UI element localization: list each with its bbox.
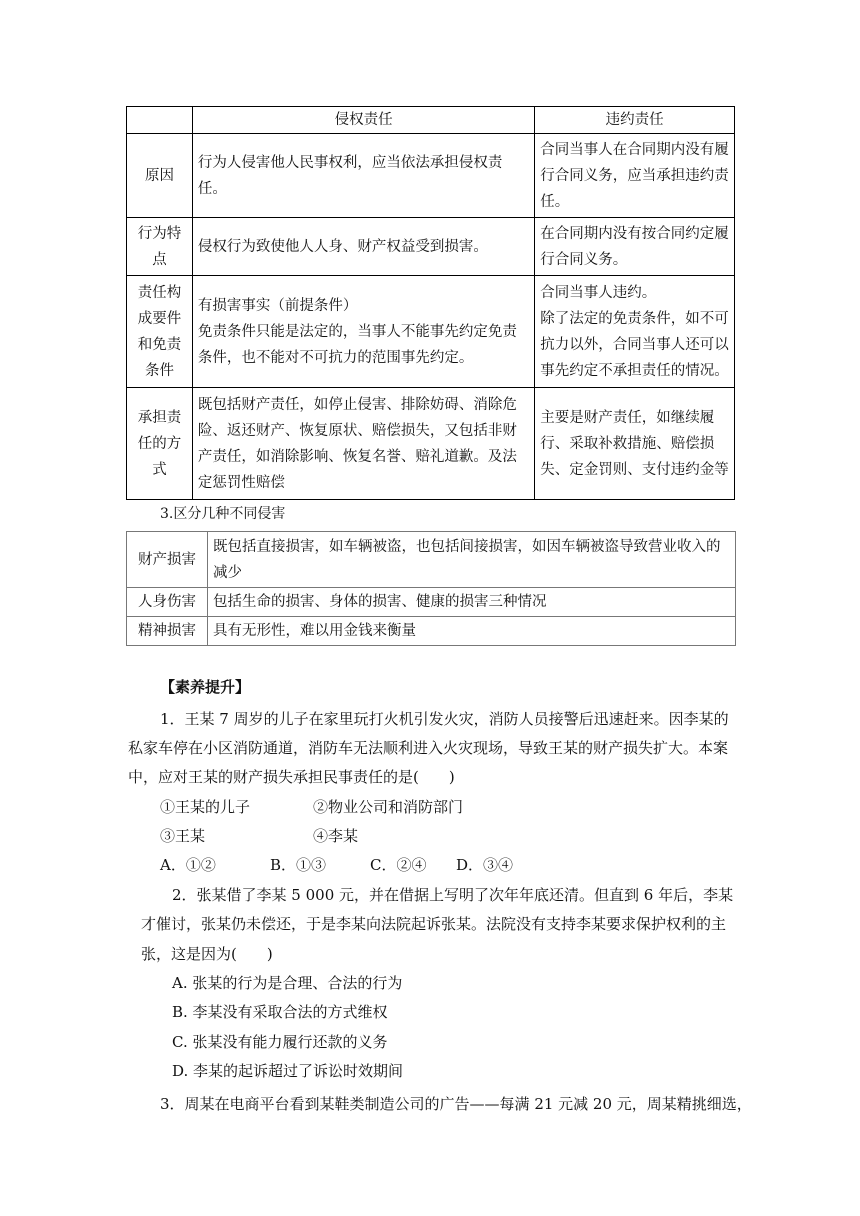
q1-line1: 1．王某 7 周岁的儿子在家里玩打火机引发火灾，消防人员接警后迅速赶来。因李某的 <box>160 710 729 728</box>
q1-option-2: ②物业公司和消防部门 <box>313 798 464 816</box>
tort-condition: 有损害事实（前提条件） <box>197 297 358 314</box>
table-row <box>127 588 736 617</box>
q2-line2: 才催讨，张某仍未偿还，于是李某向法院起诉张某。法院没有支持李某要求保护权利的主 <box>141 915 727 933</box>
contract-condition: 合同当事人违约。 <box>540 284 657 301</box>
tort-cell: 既包括财产责任，如停止侵害、排除妨碍、消除危险、返还财产、恢复原状、赔偿损失，又包括非财产责任，如消除影响、恢复名誉、赔礼道歉。及法定惩罚性赔偿 <box>192 388 534 500</box>
table-row <box>127 134 735 218</box>
row-label: 责任构成要件和免责条件 <box>127 276 193 388</box>
table-row <box>127 218 735 276</box>
contract-cell: 在合同期内没有按合同约定履行合同义务。 <box>535 218 735 276</box>
table-row <box>127 276 735 388</box>
q1-option-3: ③王某 <box>160 827 206 845</box>
q1-answer-c: C．②④ <box>370 856 427 874</box>
tort-cell: 侵权行为致使他人人身、财产权益受到损害。 <box>192 218 534 276</box>
tort-cell <box>192 276 534 388</box>
header-cell-tort: 侵权责任 <box>192 107 534 134</box>
table-header-row <box>127 107 735 134</box>
table-row <box>127 532 736 588</box>
row-label: 财产损害 <box>127 532 208 588</box>
row-label: 人身伤害 <box>127 588 208 617</box>
q1-answer-a: A．①② <box>160 856 216 874</box>
header-cell-contract: 违约责任 <box>535 107 735 134</box>
row-text: 具有无形性，难以用金钱来衡量 <box>208 617 736 646</box>
row-text: 既包括直接损害，如车辆被盗，也包括间接损害，如因车辆被盗导致营业收入的减少 <box>208 532 736 588</box>
section-title: 3.区分几种不同侵害 <box>160 506 286 522</box>
harm-types-table <box>126 531 736 646</box>
tort-exemption: 免责条件只能是法定的，当事人不能事先约定免责条件，也不能对不可抗力的范围事先约定。 <box>197 323 517 366</box>
section-heading: 【素养提升】 <box>160 678 251 696</box>
contract-cell: 主要是财产责任，如继续履行、采取补救措施、赔偿损失、定金罚则、支付违约金等 <box>535 388 735 500</box>
q1-line3: 中，应对王某的财产损失承担民事责任的是( ) <box>128 768 455 786</box>
table-row <box>127 388 735 500</box>
row-text: 包括生命的损害、身体的损害、健康的损害三种情况 <box>208 588 736 617</box>
q2-option-d: D. 李某的起诉超过了诉讼时效期间 <box>172 1062 404 1080</box>
q2-line3: 张，这是因为( ) <box>141 945 273 963</box>
row-label: 原因 <box>127 134 193 218</box>
q2-option-b: B. 李某没有采取合法的方式维权 <box>172 1003 388 1021</box>
q1-option-4: ④李某 <box>313 827 359 845</box>
q2-line1: 2．张某借了李某 5 000 元，并在借据上写明了次年年底还清。但直到 6 年后，李某 <box>172 886 734 904</box>
row-label: 行为特点 <box>127 218 193 276</box>
contract-cell: 合同当事人在合同期内没有履行合同义务，应当承担违约责任。 <box>535 134 735 218</box>
q1-answer-b: B．①③ <box>270 856 327 874</box>
comparison-table <box>126 106 735 500</box>
row-label: 精神损害 <box>127 617 208 646</box>
q2-option-c: C. 张某没有能力履行还款的义务 <box>172 1033 388 1051</box>
q2-option-a: A. 张某的行为是合理、合法的行为 <box>172 974 403 992</box>
contract-cell <box>535 276 735 388</box>
contract-exemption: 除了法定的免责条件，如不可抗力以外，合同当事人还可以事先约定不承担责任的情况。 <box>540 310 729 379</box>
table-row <box>127 617 736 646</box>
header-cell-empty <box>127 107 193 134</box>
q3-line1: 3．周某在电商平台看到某鞋类制造公司的广告——每满 21 元减 20 元，周某精挑细选， <box>160 1095 752 1113</box>
q1-answer-d: D．③④ <box>456 856 514 874</box>
q1-option-1: ①王某的儿子 <box>160 798 251 816</box>
row-label: 承担责任的方式 <box>127 388 193 500</box>
tort-cell: 行为人侵害他人民事权利，应当依法承担侵权责任。 <box>192 134 534 218</box>
q1-line2: 私家车停在小区消防通道，消防车无法顺利进入火灾现场，导致王某的财产损失扩大。本案 <box>128 739 729 757</box>
